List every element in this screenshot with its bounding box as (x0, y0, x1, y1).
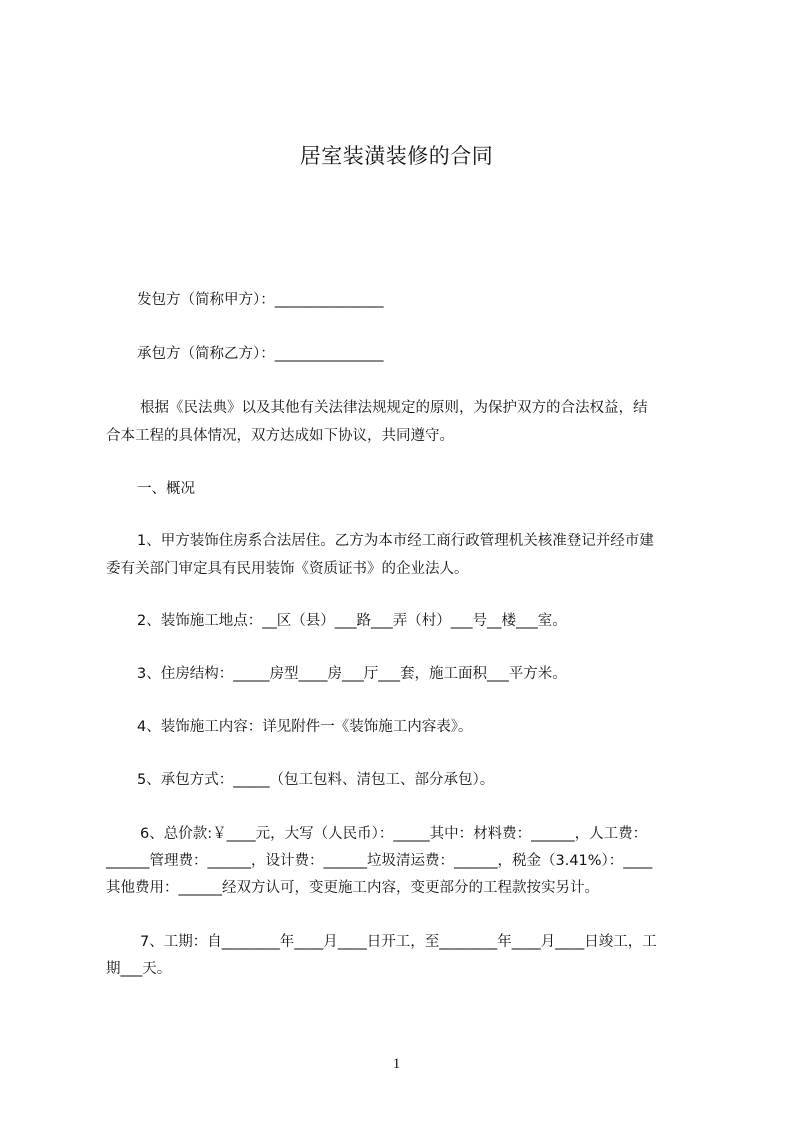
preamble-line-2: 合本工程的具体情况，双方达成如下协议，共同遵守。 (106, 428, 454, 444)
party-a-label: 发包方（简称甲方）： (137, 292, 275, 308)
item-6-line-2: ______管理费：______，设计费：______垃圾清运费：______，税金（3.41%）：____ (106, 853, 653, 869)
item-2: 2、装饰施工地点：__区（县）___路___弄（村）___号__楼___室。 (137, 613, 567, 629)
item-7-line-1: 7、工期：自________年____月____日开工，至________年____月____日竣工，工 (140, 934, 657, 950)
page-number: 1 (392, 1056, 401, 1072)
item-7-line-2: 期___天。 (106, 961, 172, 977)
item-5: 5、承包方式：_____（包工包料、清包工、部分承包）。 (137, 772, 495, 788)
item-1-line-1: 1、甲方装饰住房系合法居住。乙方为本市经工商行政管理机关核准登记并经市建 (137, 533, 654, 549)
party-b-blank: _______________ (274, 346, 384, 362)
item-1-line-2: 委有关部门审定具有民用装饰《资质证书》的企业法人。 (106, 561, 469, 577)
document-title: 居室装潢装修的合同 (299, 144, 494, 168)
item-6-line-3: 其他费用：______经双方认可，变更施工内容，变更部分的工程款按实另计。 (106, 880, 599, 896)
party-b-label: 承包方（简称乙方）： (137, 346, 275, 362)
section-1-heading: 一、概况 (137, 481, 195, 497)
party-a-blank: _______________ (274, 292, 384, 308)
party-b-line (137, 344, 384, 364)
item-3: 3、住房结构：_____房型____房___厅___套，施工面积___平方米。 (137, 666, 567, 682)
item-4: 4、装饰施工内容：详见附件一《装饰施工内容表》。 (137, 719, 473, 735)
party-a-line (137, 290, 384, 310)
item-6-line-1: 6、总价款:￥____元，大写（人民币）：_____其中：材料费：______，人工费： (140, 826, 648, 842)
preamble-line-1: 根据《民法典》以及其他有关法律法规规定的原则，为保护双方的合法权益，结 (140, 400, 648, 416)
